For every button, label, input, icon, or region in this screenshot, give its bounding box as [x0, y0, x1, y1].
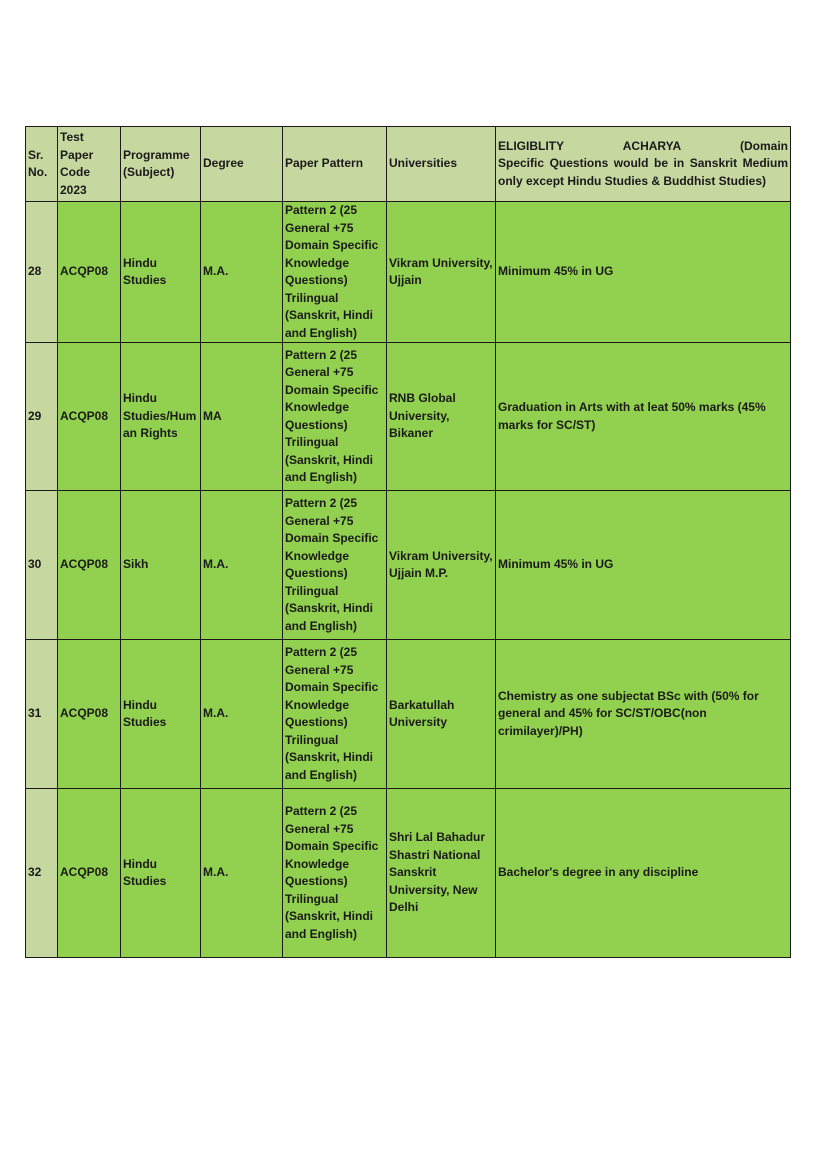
- table-row: [26, 789, 791, 958]
- cell-programme: Hindu Studies: [121, 202, 201, 343]
- header-test-paper-code: Test Paper Code 2023: [58, 127, 121, 202]
- cell-programme: Sikh: [121, 491, 201, 640]
- cell-degree: M.A.: [201, 202, 283, 343]
- eligibility-table: [25, 126, 791, 958]
- cell-sr: 28: [26, 202, 58, 343]
- cell-code: ACQP08: [58, 640, 121, 789]
- cell-eligibility: Minimum 45% in UG: [496, 202, 791, 343]
- header-degree: Degree: [201, 127, 283, 202]
- table-row: [26, 491, 791, 640]
- cell-code: ACQP08: [58, 491, 121, 640]
- cell-degree: M.A.: [201, 789, 283, 958]
- header-eligibility-word1: ELIGIBLITY: [498, 138, 564, 153]
- cell-pattern: Pattern 2 (25 General +75 Domain Specific Knowledge Questions) Trilingual (Sanskrit, Hindi and English): [283, 640, 387, 789]
- cell-eligibility: Bachelor's degree in any discipline: [496, 789, 791, 958]
- cell-sr: 32: [26, 789, 58, 958]
- cell-programme: Hindu Studies: [121, 789, 201, 958]
- cell-sr: 29: [26, 343, 58, 491]
- table-row: [26, 343, 791, 491]
- header-row: [26, 127, 791, 202]
- header-eligibility-word2: ACHARYA: [622, 138, 682, 153]
- cell-code: ACQP08: [58, 789, 121, 958]
- table-row: [26, 640, 791, 789]
- cell-university: Vikram University, Ujjain M.P.: [387, 491, 496, 640]
- header-sr: Sr. No.: [26, 127, 58, 202]
- header-eligibility: [496, 127, 791, 202]
- cell-sr: 31: [26, 640, 58, 789]
- cell-sr: 30: [26, 491, 58, 640]
- cell-pattern: Pattern 2 (25 General +75 Domain Specific Knowledge Questions) Trilingual (Sanskrit, Hindi and English): [283, 491, 387, 640]
- cell-pattern: Pattern 2 (25 General +75 Domain Specific Knowledge Questions) Trilingual (Sanskrit, Hindi and English): [283, 202, 387, 343]
- cell-programme: Hindu Studies: [121, 640, 201, 789]
- cell-university: Vikram University, Ujjain: [387, 202, 496, 343]
- header-universities: Universities: [387, 127, 496, 202]
- header-programme: Programme (Subject): [121, 127, 201, 202]
- cell-eligibility: Minimum 45% in UG: [496, 491, 791, 640]
- cell-degree: M.A.: [201, 640, 283, 789]
- cell-code: ACQP08: [58, 202, 121, 343]
- cell-eligibility: Graduation in Arts with at leat 50% marks (45% marks for SC/ST): [496, 343, 791, 491]
- header-eligibility-first-line: [498, 138, 788, 156]
- table-row: [26, 202, 791, 343]
- cell-university: Shri Lal Bahadur Shastri National Sanskrit University, New Delhi: [387, 789, 496, 958]
- cell-eligibility: Chemistry as one subjectat BSc with (50% for general and 45% for SC/ST/OBC(non crimilayer)/PH): [496, 640, 791, 789]
- header-eligibility-word3: (Domain: [739, 138, 788, 153]
- cell-degree: MA: [201, 343, 283, 491]
- header-paper-pattern: Paper Pattern: [283, 127, 387, 202]
- cell-pattern: Pattern 2 (25 General +75 Domain Specific Knowledge Questions) Trilingual (Sanskrit, Hindi and English): [283, 343, 387, 491]
- cell-university: RNB Global University, Bikaner: [387, 343, 496, 491]
- cell-programme: Hindu Studies/Human Rights: [121, 343, 201, 491]
- cell-degree: M.A.: [201, 491, 283, 640]
- cell-university: Barkatullah University: [387, 640, 496, 789]
- cell-pattern: Pattern 2 (25 General +75 Domain Specific Knowledge Questions) Trilingual (Sanskrit, Hindi and English): [283, 789, 387, 958]
- header-eligibility-rest: Specific Questions would be in Sanskrit Medium only except Hindu Studies & Buddhist Studies): [498, 156, 788, 188]
- cell-code: ACQP08: [58, 343, 121, 491]
